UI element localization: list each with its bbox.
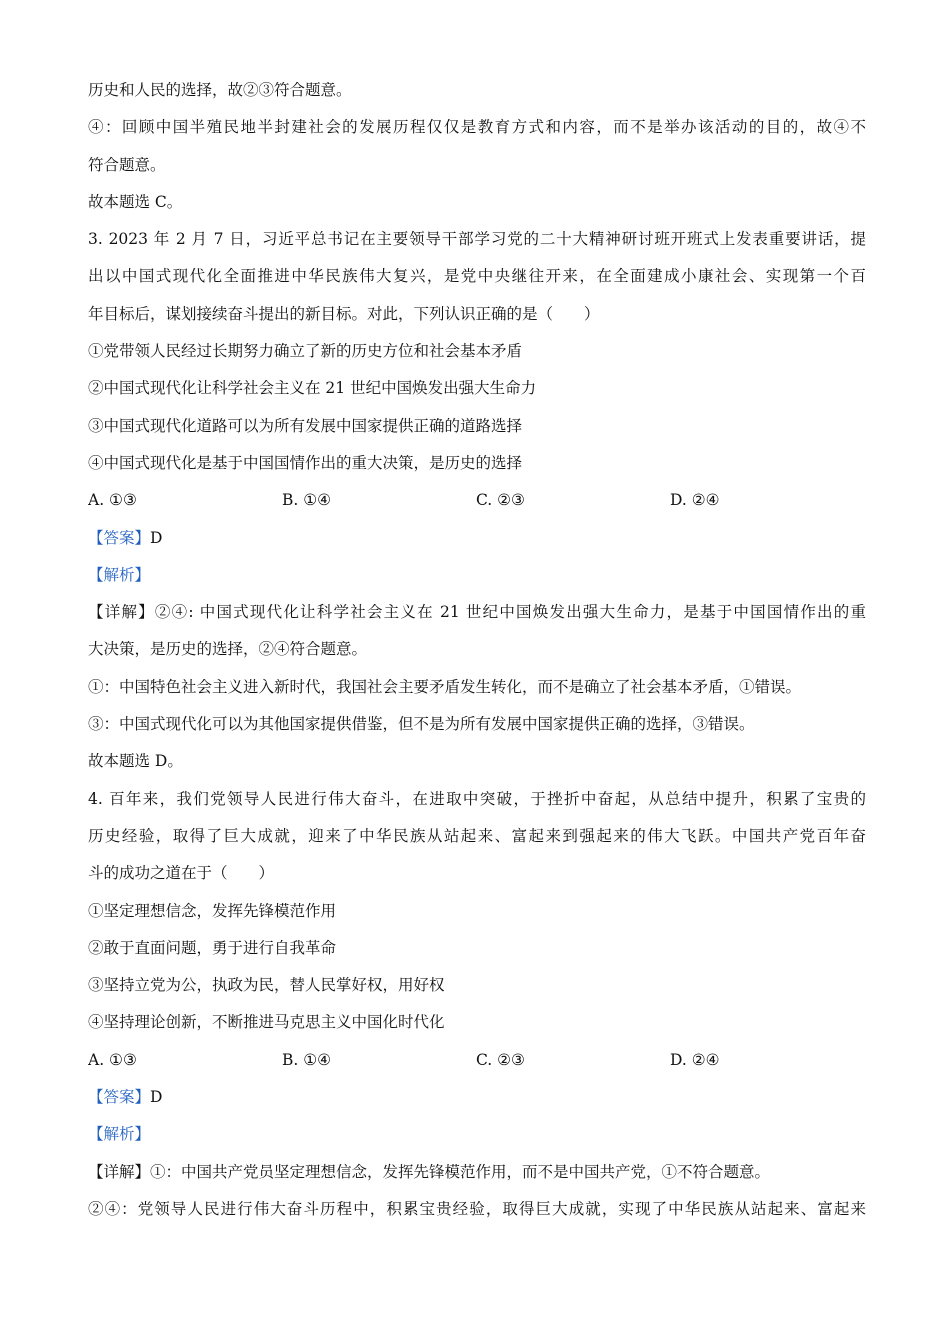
q3-stem-line: 3. 2023 年 2 月 7 日，习近平总书记在主要领导干部学习党的二十大精神研讨班开班式上发表重要讲话，提 — [88, 230, 866, 249]
q3-statement: ④中国式现代化是基于中国国情作出的重大决策，是历史的选择 — [88, 453, 523, 472]
q3-detail-line: ③：中国式现代化可以为其他国家提供借鉴，但不是为所有发展中国家提供正确的选择，③错误。 — [88, 715, 755, 734]
q4-option-d: D. ②④ — [670, 1050, 720, 1069]
answer-tag: 【答案】 — [88, 1088, 151, 1107]
q3-answer — [88, 520, 866, 557]
analysis-tag: 【解析】 — [88, 1125, 151, 1144]
analysis-tag: 【解析】 — [88, 565, 151, 584]
q3-stem-line: 年目标后，谋划接续奋斗提出的新目标。对此，下列认识正确的是（ ） — [88, 304, 600, 323]
q3-statement: ②中国式现代化让科学社会主义在 21 世纪中国焕发出强大生命力 — [88, 379, 537, 398]
q4-detail-line: ②④：党领导人民进行伟大奋斗历程中，积累宝贵经验，取得巨大成就，实现了中华民族从站起来、富起来 — [88, 1199, 866, 1218]
q3-option-b: B. ①④ — [282, 491, 332, 510]
q3-statement: ③中国式现代化道路可以为所有发展中国家提供正确的道路选择 — [88, 416, 523, 435]
q3-option-d: D. ②④ — [670, 491, 720, 510]
q4-answer — [88, 1079, 866, 1116]
q3-detail-line: ①：中国特色社会主义进入新时代，我国社会主要矛盾发生转化，而不是确立了社会基本矛盾，①错误。 — [88, 677, 802, 696]
detail-text: ①：中国共产党员坚定理想信念，发挥先锋模范作用，而不是中国共产党，①不符合题意。 — [150, 1162, 771, 1181]
q4-options — [88, 1042, 866, 1079]
q3-detail-line: 大决策，是历史的选择，②④符合题意。 — [88, 640, 368, 659]
q4-statement: ②敢于直面问题，勇于进行自我革命 — [88, 938, 337, 957]
document-page — [88, 72, 866, 1228]
q4-statement: ①坚定理想信念，发挥先锋模范作用 — [88, 901, 337, 920]
q4-stem-line: 斗的成功之道在于（ ） — [88, 864, 275, 883]
answer-value: D — [150, 528, 163, 547]
q3-stem-line: 出以中国式现代化全面推进中华民族伟大复兴，是党中央继往开来，在全面建成小康社会、实现第一个百 — [88, 267, 866, 286]
q4-option-c: C. ②③ — [476, 1050, 525, 1069]
q4-statement: ④坚持理论创新，不断推进马克思主义中国化时代化 — [88, 1013, 445, 1032]
q4-stem-line: 4. 百年来，我们党领导人民进行伟大奋斗，在进取中突破，于挫折中奋起，从总结中提升，积累了宝贵的 — [88, 789, 866, 808]
q4-stem-line: 历史经验，取得了巨大成就，迎来了中华民族从站起来、富起来到强起来的伟大飞跃。中国共产党百年奋 — [88, 826, 866, 845]
q4-detail-line — [88, 1154, 866, 1191]
detail-tag: 【详解】 — [88, 1162, 151, 1181]
answer-tag: 【答案】 — [88, 528, 151, 547]
q3-statement: ①党带领人民经过长期努力确立了新的历史方位和社会基本矛盾 — [88, 342, 523, 361]
detail-tag: 【详解】 — [88, 603, 155, 622]
q2-conclusion: 故本题选 C。 — [88, 192, 183, 211]
q2-text-line: 历史和人民的选择，故②③符合题意。 — [88, 81, 352, 99]
q3-option-c: C. ②③ — [476, 491, 525, 510]
detail-text: ②④: 中国式现代化让科学社会主义在 21 世纪中国焕发出强大生命力，是基于中国国情作出的重 — [154, 603, 866, 622]
q4-option-b: B. ①④ — [282, 1050, 332, 1069]
q2-text-line: ④：回顾中国半殖民地半封建社会的发展历程仅仅是教育方式和内容，而不是举办该活动的目的，故④不 — [88, 118, 866, 137]
q4-analysis — [88, 1116, 866, 1153]
q3-options — [88, 482, 866, 519]
answer-value: D — [150, 1088, 163, 1107]
q3-analysis — [88, 557, 866, 594]
q4-statement: ③坚持立党为公，执政为民，替人民掌好权，用好权 — [88, 976, 445, 995]
q3-conclusion: 故本题选 D。 — [88, 752, 183, 771]
q3-detail-line — [88, 594, 866, 631]
q4-option-a: A. ①③ — [88, 1050, 137, 1069]
q2-text-line: 符合题意。 — [88, 155, 166, 174]
q3-option-a: A. ①③ — [88, 491, 137, 510]
